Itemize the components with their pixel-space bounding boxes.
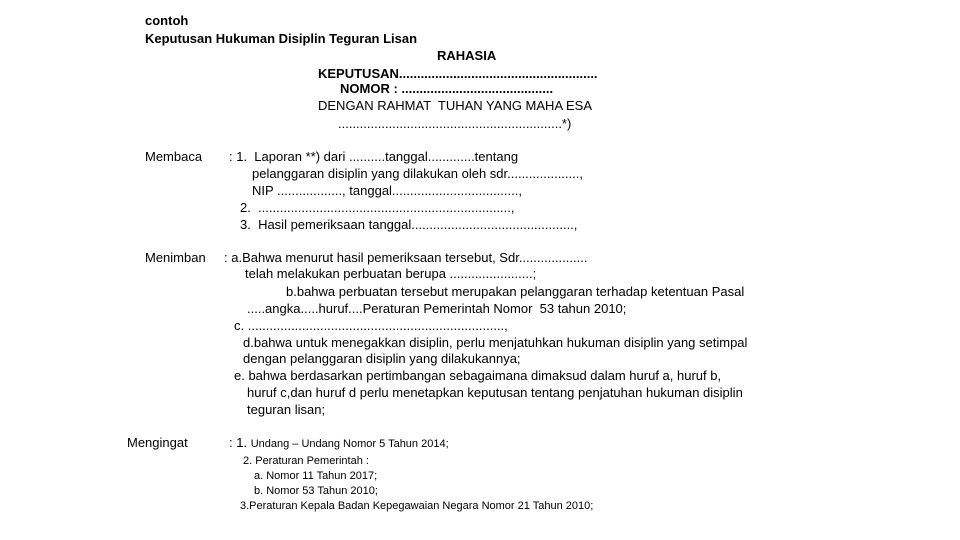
menimbang-line: d.bahwa untuk menegakkan disiplin, perlu menjatuhkan hukuman disiplin yang setimpal bbox=[243, 335, 748, 350]
mengingat-colon: : 1. bbox=[229, 435, 251, 450]
mengingat-line: b. Nomor 53 Tahun 2010; bbox=[254, 485, 378, 497]
mengingat-label: Mengingat bbox=[127, 435, 188, 450]
menimbang-line: .....angka.....huruf....Peraturan Pemerintah Nomor 53 tahun 2010; bbox=[247, 301, 627, 316]
rahasia-label: RAHASIA bbox=[437, 48, 497, 63]
membaca-line: NIP .................., tanggal..................................., bbox=[252, 183, 522, 198]
document-title: Keputusan Hukuman Disiplin Teguran Lisan bbox=[145, 31, 418, 46]
menimbang-line: telah melakukan perbuatan berupa .......................; bbox=[245, 266, 537, 281]
dengan-rahmat-line: DENGAN RAHMAT TUHAN YANG MAHA ESA bbox=[318, 98, 593, 113]
mengingat-line: 2. Peraturan Pemerintah : bbox=[243, 455, 369, 467]
menimbang-line: b.bahwa perbuatan tersebut merupakan pelanggaran terhadap ketentuan Pasal bbox=[286, 284, 745, 299]
mengingat-line: a. Nomor 11 Tahun 2017; bbox=[254, 470, 378, 482]
mengingat-line: 3.Peraturan Kepala Badan Kepegawaian Negara Nomor 21 Tahun 2010; bbox=[240, 500, 594, 512]
membaca-line: 2. ......................................................................, bbox=[240, 200, 515, 215]
mengingat-item: Undang – Undang Nomor 5 Tahun 2014; bbox=[250, 438, 449, 450]
menimbang-line: huruf c,dan huruf d perlu menetapkan keputusan tentang penjatuhan hukuman disiplin bbox=[247, 385, 743, 400]
menimbang-line: dengan pelanggaran disiplin yang dilakukannya; bbox=[243, 351, 521, 366]
menimbang-line: e. bahwa berdasarkan pertimbangan sebagaimana dimaksud dalam huruf a, huruf b, bbox=[234, 368, 722, 383]
membaca-line: pelanggaran disiplin yang dilakukan oleh sdr...................., bbox=[252, 166, 583, 181]
mengingat-line bbox=[229, 435, 449, 451]
menimbang-label: Menimban bbox=[145, 250, 206, 265]
membaca-label: Membaca bbox=[145, 149, 203, 164]
membaca-line: 3. Hasil pemeriksaan tanggal............................................., bbox=[240, 217, 578, 232]
menimbang-line: c. ......................................................................., bbox=[234, 318, 508, 333]
menimbang-line: : a.Bahwa menurut hasil pemeriksaan tersebut, Sdr................... bbox=[224, 250, 588, 265]
nomor-heading: NOMOR : .......................................... bbox=[340, 81, 554, 96]
membaca-line: : 1. Laporan **) dari ..........tanggal.............tentang bbox=[229, 149, 519, 164]
keputusan-heading: KEPUTUSAN....................................................... bbox=[318, 66, 598, 81]
menimbang-line: teguran lisan; bbox=[247, 402, 326, 417]
example-label: contoh bbox=[145, 13, 189, 28]
official-title-placeholder: ..............................................................*) bbox=[338, 116, 572, 131]
